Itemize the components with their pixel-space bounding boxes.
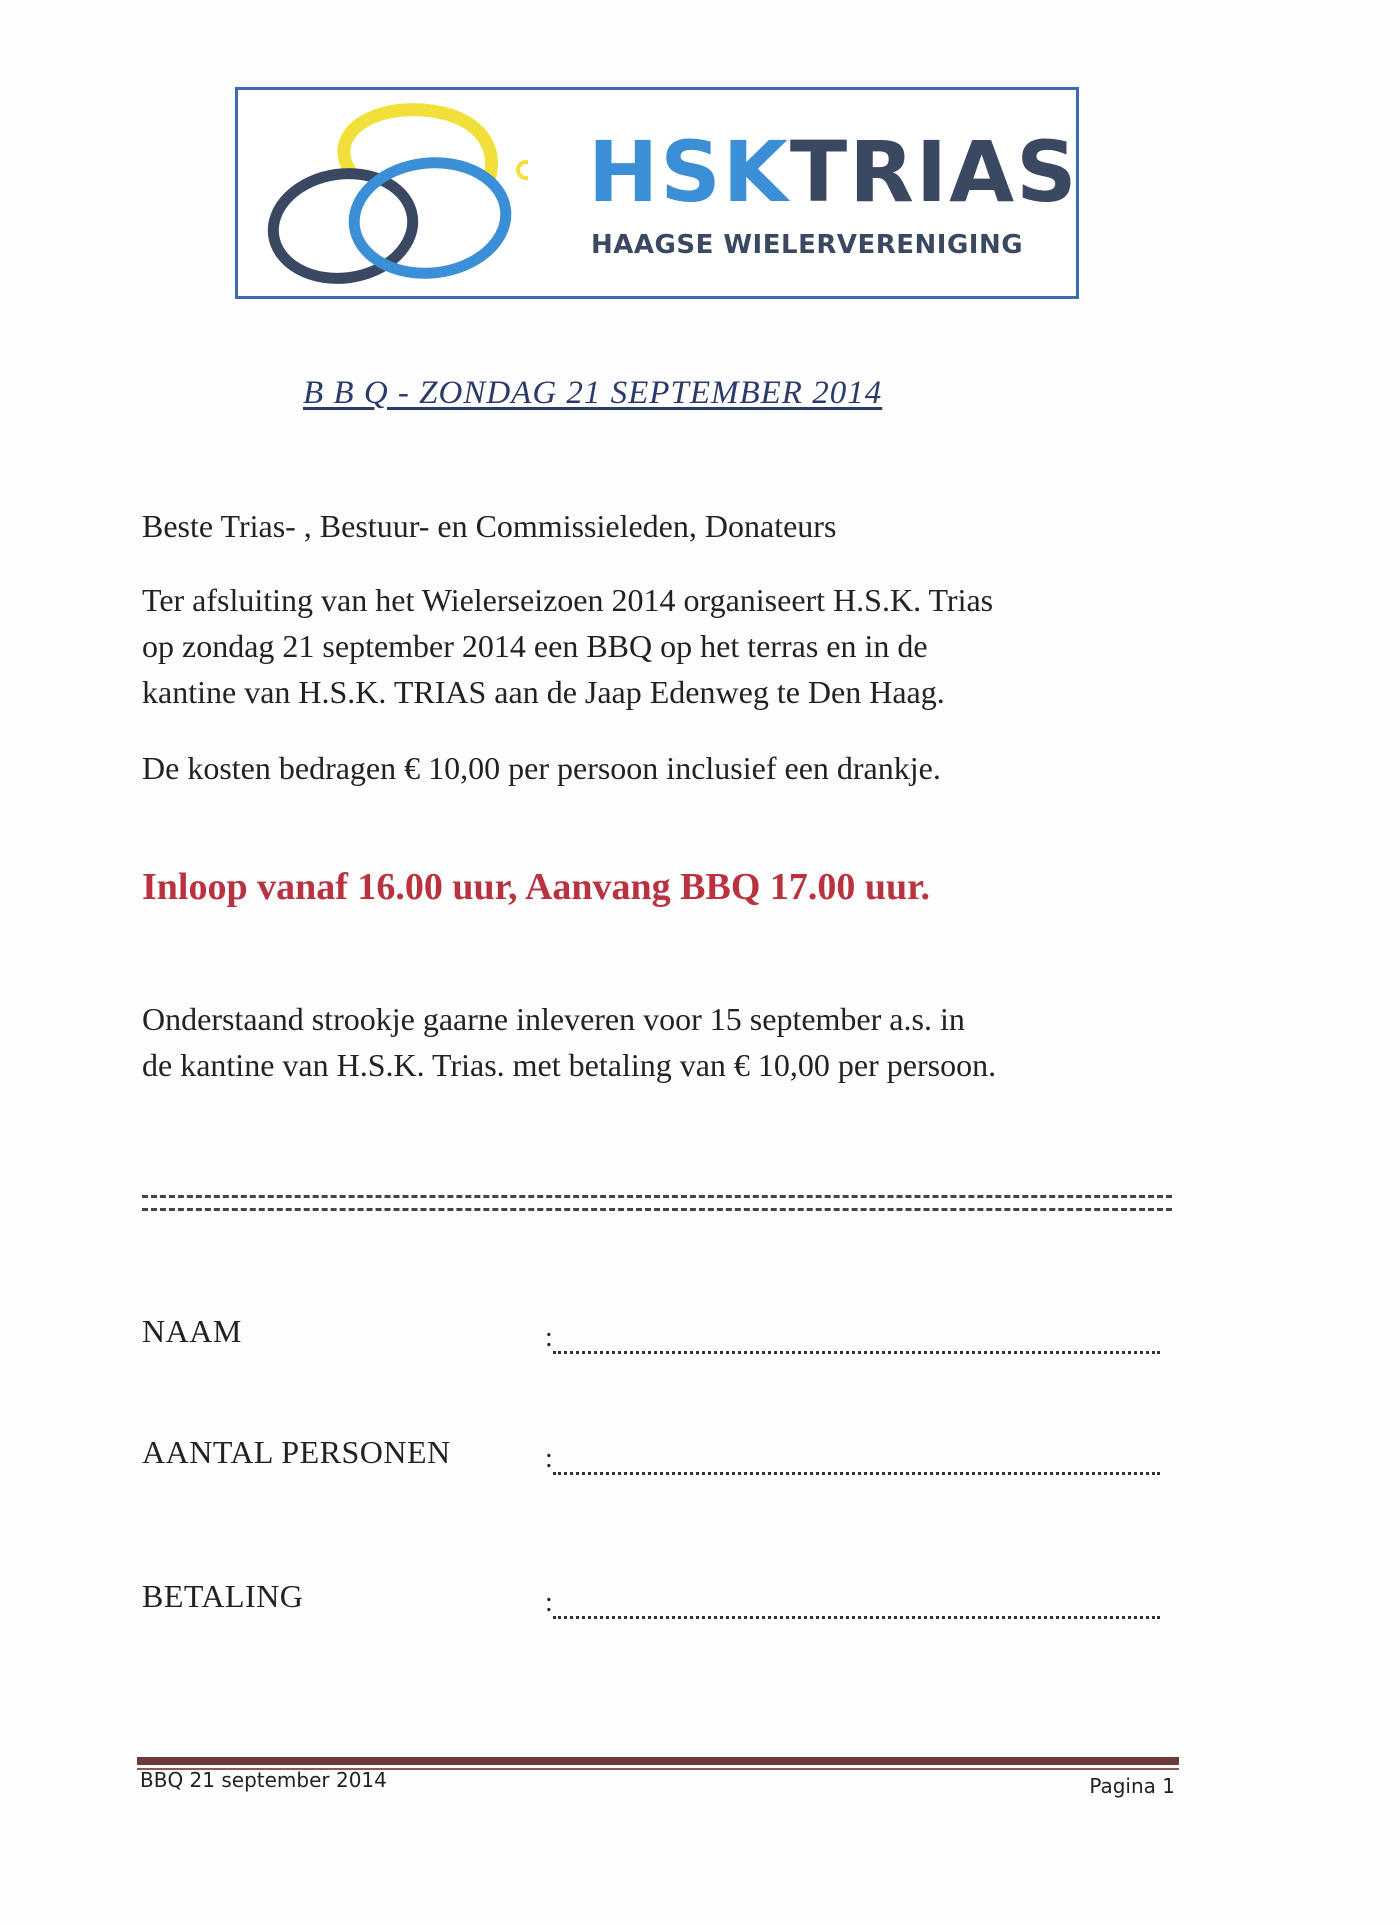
field-colon: : [545,1322,553,1353]
logo-subtitle: HAAGSE WIELERVERENIGING [591,230,1024,260]
instruction-paragraph [142,996,996,1088]
betaling-field[interactable] [545,1585,1160,1619]
field-colon: : [545,1443,553,1474]
aantal-personen-field[interactable] [545,1441,1160,1475]
intro-line: kantine van H.S.K. TRIAS aan de Jaap Edenweg te Den Haag. [142,674,945,710]
footer-document-name: BBQ 21 september 2014 [140,1768,387,1792]
footer-rule [137,1757,1179,1765]
rings-logo-icon [258,96,528,296]
aantal-personen-label: AANTAL PERSONEN [142,1434,451,1470]
naam-label: NAAM [142,1313,242,1349]
greeting: Beste Trias- , Bestuur- en Commissieleden, Donateurs [142,508,837,544]
intro-line: op zondag 21 september 2014 een BBQ op het terras en in de [142,628,928,664]
logo-title-hsk: HSK [588,123,790,221]
naam-field[interactable] [545,1320,1160,1354]
intro-paragraph [142,577,993,715]
cost-paragraph: De kosten bedragen € 10,00 per persoon inclusief een drankje. [142,750,941,786]
betaling-label: BETALING [142,1578,304,1614]
club-logo [235,87,1079,299]
intro-line: Ter afsluiting van het Wielerseizoen 2014 organiseert H.S.K. Trias [142,582,994,618]
cut-line-separator [142,1195,1172,1211]
document-title: B B Q - ZONDAG 21 SEPTEMBER 2014 [303,375,883,411]
dotted-line [553,1446,1160,1475]
instruction-line: Onderstaand strookje gaarne inleveren voor 15 september a.s. in [142,1001,965,1037]
logo-title-trias: TRIAS [789,123,1079,221]
footer-page-number: Pagina 1 [1089,1774,1175,1798]
logo-title [588,123,1079,221]
instruction-line: de kantine van H.S.K. Trias. met betaling van € 10,00 per persoon. [142,1047,997,1083]
dotted-line [553,1590,1160,1619]
dotted-line [553,1325,1160,1354]
field-colon: : [545,1587,553,1618]
time-highlight: Inloop vanaf 16.00 uur, Aanvang BBQ 17.00 uur. [142,866,931,908]
